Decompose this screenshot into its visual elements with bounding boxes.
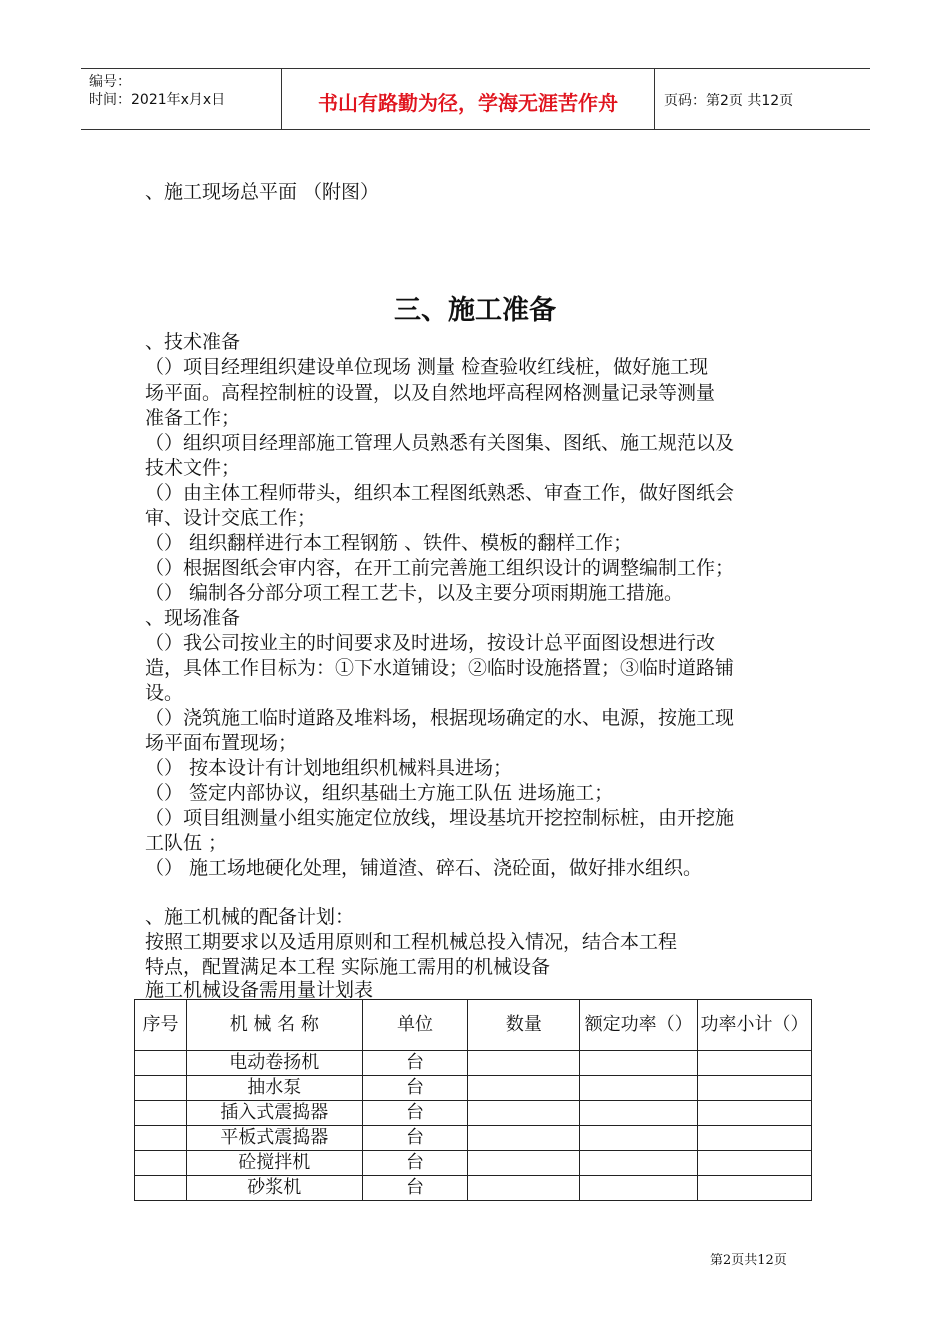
body-line: （） 签定内部协议，组织基础土方施工队伍 进场施工； [145, 782, 614, 804]
table-row [135, 1126, 812, 1151]
header-cell: 机 械 名 称 [186, 1000, 362, 1051]
body-line: 特点，配置满足本工程 实际施工需用的机械设备 [145, 956, 551, 978]
body-line: 设。 [145, 682, 184, 704]
body-line: 按照工期要求以及适用原则和工程机械总投入情况，结合本工程 [145, 931, 678, 953]
table-cell [698, 1176, 812, 1201]
body-line: 工队伍 ； [145, 832, 228, 854]
table-cell [580, 1076, 698, 1101]
table-cell: 抽水泵 [186, 1076, 362, 1101]
header-cell: 序号 [135, 1000, 187, 1051]
table-cell [468, 1101, 580, 1126]
table-row [135, 1101, 812, 1126]
body-line: （） 组织翻样进行本工程钢筋 、铁件、模板的翻样工作； [145, 532, 633, 554]
table-row [135, 1151, 812, 1176]
table-cell: 平板式震捣器 [186, 1126, 362, 1151]
body-line: 造，具体工作目标为：①下水道铺设；②临时设施搭置；③临时道路铺 [145, 657, 735, 679]
table-cell [580, 1126, 698, 1151]
table-cell [698, 1126, 812, 1151]
table-header-row [135, 1000, 812, 1051]
header-page-label: 页码：第2页 共12页 [664, 93, 794, 109]
header-meta [89, 73, 225, 109]
table-cell [468, 1051, 580, 1076]
header-cell: 功率小计（） [698, 1000, 812, 1051]
table-cell: 台 [362, 1101, 468, 1126]
body-line: （） 施工场地硬化处理，铺道渣、碎石、浇砼面，做好排水组织。 [145, 857, 703, 879]
page-header [81, 68, 870, 130]
time-label: 时间：2021年x月x日 [89, 92, 226, 108]
body-line: 场平面布置现场； [145, 732, 298, 754]
body-line: （）项目经理组织建设单位现场 测量 检查验收红线桩，做好施工现 [145, 356, 709, 378]
table-cell [468, 1126, 580, 1151]
body-line: （） 按本设计有计划地组织机械料具进场； [145, 757, 513, 779]
table-cell [135, 1176, 187, 1201]
body-line: （） 编制各分部分项工程工艺卡，以及主要分项雨期施工措施。 [145, 582, 684, 604]
table-cell [135, 1151, 187, 1176]
table-cell [135, 1101, 187, 1126]
body-line: （）我公司按业主的时间要求及时进场，按设计总平面图设想进行改 [145, 632, 716, 654]
header-divider [654, 69, 655, 129]
table-cell: 电动卷扬机 [186, 1051, 362, 1076]
section-title: 三、施工准备 [394, 295, 556, 326]
table-cell [468, 1151, 580, 1176]
table-cell: 砼搅拌机 [186, 1151, 362, 1176]
body-line: （）项目组测量小组实施定位放线，埋设基坑开挖控制标桩，由开挖施 [145, 807, 735, 829]
body-line: 技术文件； [145, 457, 241, 479]
body-line: （）由主体工程师带头，组织本工程图纸熟悉、审查工作，做好图纸会 [145, 482, 735, 504]
table-cell [135, 1126, 187, 1151]
table-cell [135, 1051, 187, 1076]
table-cell: 砂浆机 [186, 1176, 362, 1201]
table-cell [580, 1101, 698, 1126]
table-cell [135, 1076, 187, 1101]
header-cell: 单位 [362, 1000, 468, 1051]
table-cell [698, 1076, 812, 1101]
table-cell: 台 [362, 1076, 468, 1101]
body-line: （）组织项目经理部施工管理人员熟悉有关图集、图纸、施工规范以及 [145, 432, 735, 454]
table-cell: 插入式震捣器 [186, 1101, 362, 1126]
table-cell: 台 [362, 1176, 468, 1201]
header-motto: 书山有路勤为径，学海无涯苦作舟 [318, 91, 618, 115]
table-cell: 台 [362, 1151, 468, 1176]
body-line: 、施工机械的配备计划： [145, 906, 355, 928]
table-cell [698, 1051, 812, 1076]
table-cell: 台 [362, 1051, 468, 1076]
header-cell: 额定功率（） [580, 1000, 698, 1051]
body-line: 、现场准备 [145, 607, 241, 629]
table-cell [468, 1076, 580, 1101]
table-cell [698, 1151, 812, 1176]
body-line: （）浇筑施工临时道路及堆料场，根据现场确定的水、电源，按施工现 [145, 707, 735, 729]
footer-page-number: 第2页共12页 [710, 1253, 787, 1268]
table-row [135, 1051, 812, 1076]
table-cell [580, 1151, 698, 1176]
table-cell [580, 1051, 698, 1076]
table-row [135, 1076, 812, 1101]
site-plan-line: 、施工现场总平面 （附图） [145, 181, 380, 203]
table-row [135, 1176, 812, 1201]
header-cell: 数量 [468, 1000, 580, 1051]
body-line: 审、设计交底工作； [145, 507, 317, 529]
table-cell [698, 1101, 812, 1126]
table-cell [468, 1176, 580, 1201]
body-line: 场平面。高程控制桩的设置，以及自然地坪高程网格测量记录等测量 [145, 382, 716, 404]
body-line: （）根据图纸会审内容，在开工前完善施工组织设计的调整编制工作； [145, 557, 735, 579]
body-line: 准备工作； [145, 407, 241, 429]
number-label: 编号： [89, 74, 131, 90]
table-caption: 施工机械设备需用量计划表 [145, 979, 374, 1001]
equipment-table [134, 999, 812, 1201]
table-cell [580, 1176, 698, 1201]
body-line: 、技术准备 [145, 331, 241, 353]
table-cell: 台 [362, 1126, 468, 1151]
